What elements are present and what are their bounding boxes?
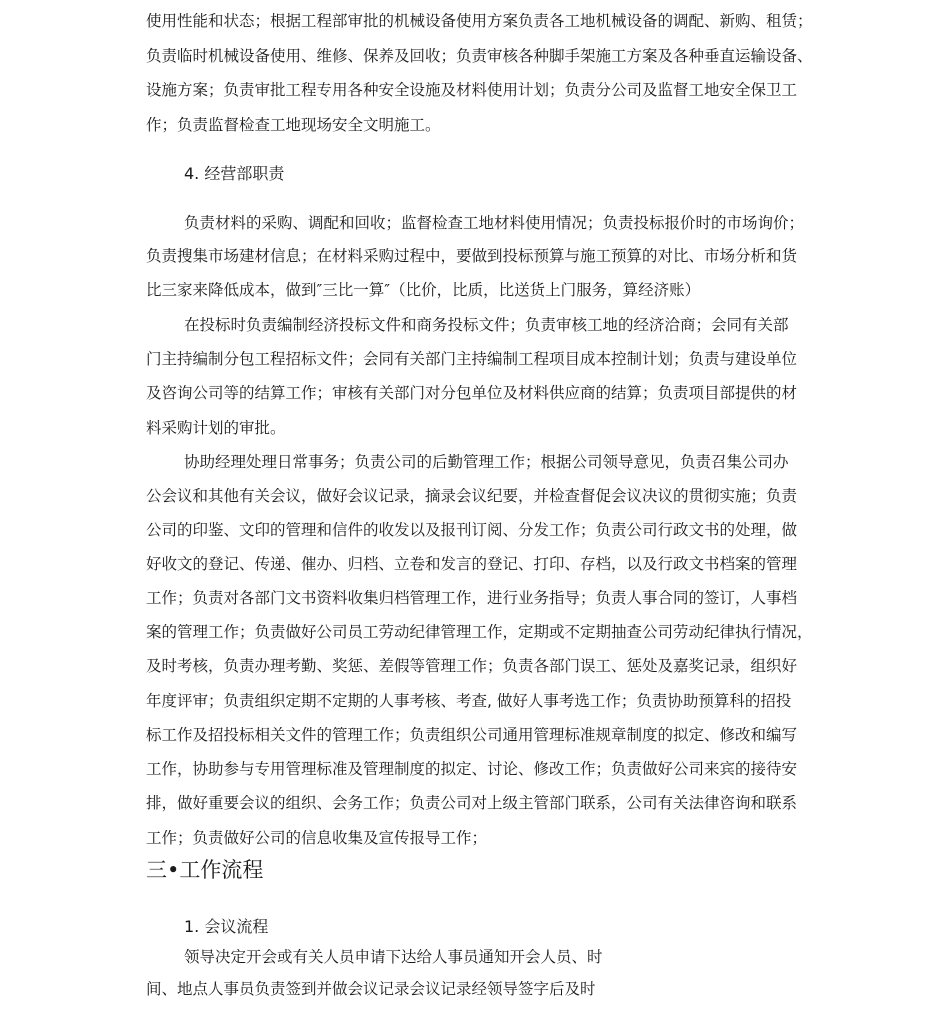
text-line: 及咨询公司等的结算工作；审核有关部门对分包单位及材料供应商的结算；负责项目部提供的材: [146, 384, 798, 402]
text-line: 协助经理处理日常事务；负责公司的后勤管理工作；根据公司领导意见，负责召集公司办: [184, 453, 789, 471]
subheading-meeting-process: 1. 会议流程: [184, 917, 269, 936]
text-line: 排，做好重要会议的组织、会务工作；负责公司对上级主管部门联系，公司有关法律咨询和联系: [146, 794, 798, 812]
text-line: 标工作及招投标相关文件的管理工作；负责组织公司通用管理标准规章制度的拟定、修改和编写: [146, 726, 798, 744]
text-line: 比三家来降低成本，做到″三比一算″（比价，比质，比送货上门服务，算经济账）: [146, 281, 701, 299]
text-line: 年度评审；负责组织定期不定期的人事考核、考查, 做好人事考选工作；负责协助预算科的招投: [146, 692, 792, 710]
text-line: 案的管理工作；负责做好公司员工劳动纪律管理工作，定期或不定期抽查公司劳动纪律执行情况，: [146, 623, 813, 641]
text-line: 好收文的登记、传递、催办、归档、立卷和发言的登记、打印、存档，以及行政文书档案的管理: [146, 555, 798, 573]
text-line: 作；负责监督检查工地现场安全文明施工。: [146, 116, 441, 134]
text-line: 工作；负责对各部门文书资料收集归档管理工作，进行业务指导；负责人事合同的签订，人事档: [146, 589, 798, 607]
text-line: 门主持编制分包工程招标文件；会同有关部门主持编制工程项目成本控制计划；负责与建设单位: [146, 350, 798, 368]
text-line: 间、地点人事员负责签到并做会议记录会议记录经领导签字后及时: [146, 980, 596, 998]
subheading-business-dept: 4. 经营部职责: [184, 164, 285, 183]
text-line: 负责搜集市场建材信息；在材料采购过程中，要做到投标预算与施工预算的对比、市场分析和货: [146, 247, 798, 265]
text-line: 设施方案；负责审批工程专用各种安全设施及材料使用计划；负责分公司及监督工地安全保卫工: [146, 81, 798, 99]
text-line: 工作；负责做好公司的信息收集及宣传报导工作；: [146, 829, 488, 847]
text-line: 领导决定开会或有关人员申请下达给人事员通知开会人员、时: [184, 948, 603, 966]
text-line: 公司的印鉴、文印的管理和信件的收发以及报刊订阅、分发工作；负责公司行政文书的处理，做: [146, 521, 798, 539]
text-line: 公会议和其他有关会议，做好会议记录，摘录会议纪要，并检查督促会议决议的贯彻实施；负责: [146, 487, 798, 505]
section-title-workflow: 三•工作流程: [146, 858, 264, 882]
text-line: 在投标时负责编制经济投标文件和商务投标文件；负责审核工地的经济洽商；会同有关部: [184, 316, 789, 334]
text-line: 负责材料的采购、调配和回收；监督检查工地材料使用情况；负责投标报价时的市场询价；: [184, 214, 805, 232]
text-line: 负责临时机械设备使用、维修、保养及回收；负责审核各种脚手架施工方案及各种垂直运输设备、: [146, 47, 813, 65]
text-line: 及时考核，负责办理考勤、奖惩、差假等管理工作；负责各部门误工、惩处及嘉奖记录，组织好: [146, 657, 798, 675]
text-line: 料采购计划的审批。: [146, 419, 286, 437]
text-line: 使用性能和状态；根据工程部审批的机械设备使用方案负责各工地机械设备的调配、新购、租赁；: [146, 12, 813, 30]
text-line: 工作，协助参与专用管理标准及管理制度的拟定、讨论、修改工作；负责做好公司来宾的接待安: [146, 760, 798, 778]
